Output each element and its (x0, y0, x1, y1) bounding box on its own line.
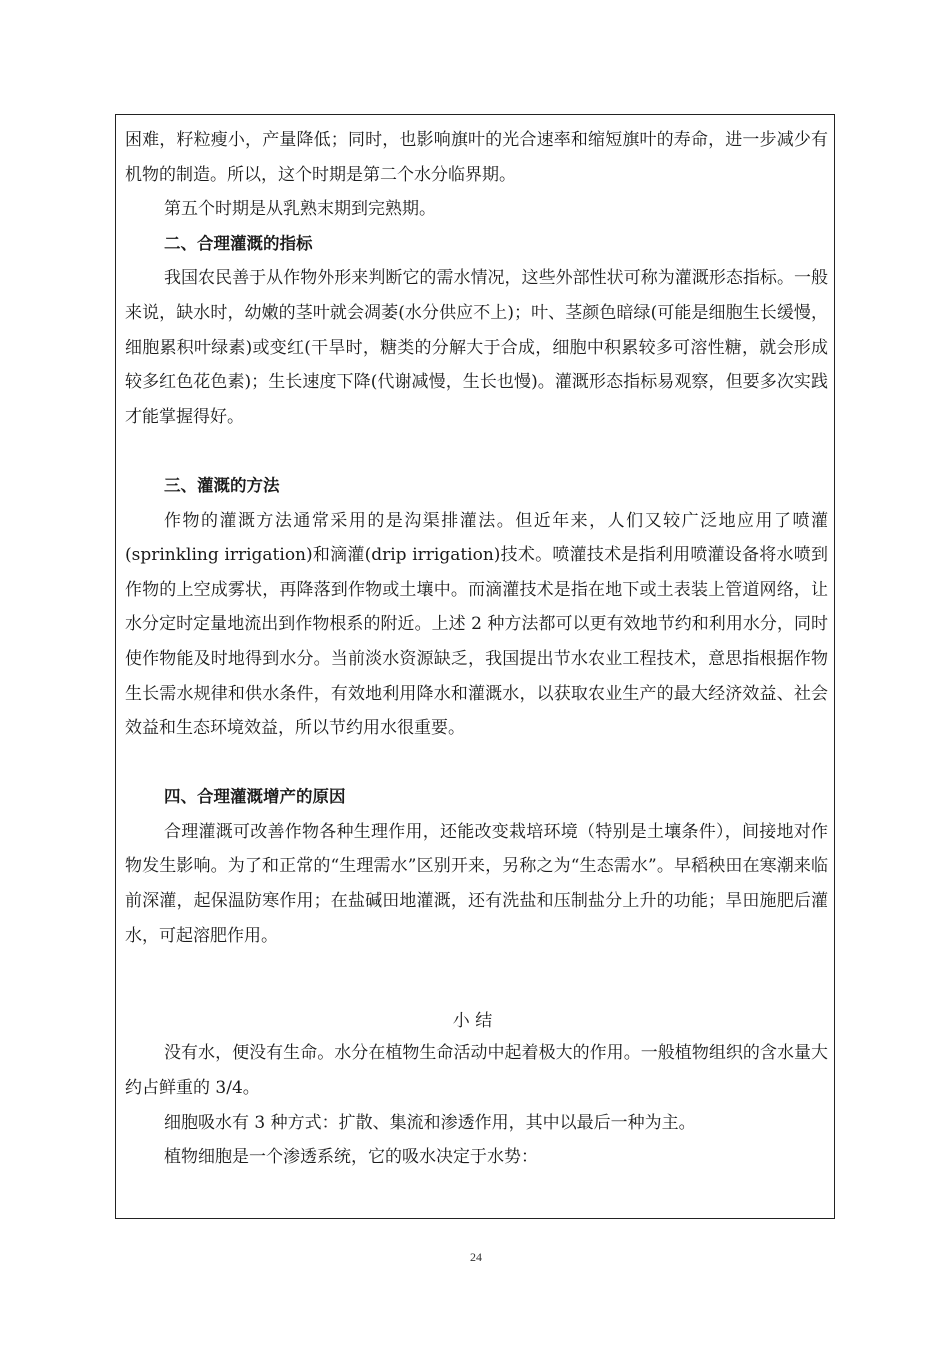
summary-title: 小 结 (452, 1010, 493, 1031)
paragraph-summary-water: 没有水，便没有生命。水分在植物生命活动中起着极大的作用。一般植物组织的含水量大约占鲜重的 3/4。 (125, 1043, 828, 1099)
paragraph-summary-osmotic: 植物细胞是一个渗透系统，它的吸水决定于水势： (164, 1147, 538, 1168)
heading-yield-reasons: 四、合理灌溉增产的原因 (164, 787, 346, 807)
paragraph-yield-reasons: 合理灌溉可改善作物各种生理作用，还能改变栽培环境（特别是土壤条件），间接地对作物发生影响。为了和正常的“生理需水”区别开来，另称之为“生态需水”。早稻秧田在寒潮来临前深灌，起保温防寒作用；在盐碱田地灌溉，还有洗盐和压制盐分上升的功能；旱田施肥后灌水，可起溶肥作用。 (125, 821, 828, 946)
blank-line (125, 434, 828, 469)
frame-content (125, 123, 828, 1175)
paragraph-summary-absorption: 细胞吸水有 3 种方式：扩散、集流和渗透作用，其中以最后一种为主。 (164, 1112, 696, 1133)
text-frame (115, 114, 835, 1219)
paragraph-continuation: 困难，籽粒瘦小，产量降低；同时，也影响旗叶的光合速率和缩短旗叶的寿命，进一步减少有机物的制造。所以，这个时期是第二个水分临界期。 (125, 130, 828, 185)
heading-irrigation-methods: 三、灌溉的方法 (164, 475, 280, 495)
paragraph-irrigation-indicators: 我国农民善于从作物外形来判断它的需水情况，这些外部性状可称为灌溉形态指标。一般来说，缺水时，幼嫩的茎叶就会凋萎(水分供应不上)；叶、茎颜色暗绿(可能是细胞生长缓慢，细胞累积叶绿素)或变红(干旱时，糖类的分解大于合成，细胞中积累较多可溶性糖，就会形成较多红色花色素)；生长速度下降(代谢减慢，生长也慢)。灌溉形态指标易观察，但要多次实践才能掌握得好。 (125, 268, 828, 427)
paragraph-irrigation-methods: 作物的灌溉方法通常采用的是沟渠排灌法。但近年来，人们又较广泛地应用了喷灌(sprinkling irrigation)和滴灌(drip irrigation)技术。喷灌技术是指利用喷灌设备将水喷到作物的上空成雾状，再降落到作物或土壤中。而滴灌技术是指在地下或土表装上管道网络，让水分定时定量地流出到作物根系的附近。上述 2 种方法都可以更有效地节约和利用水分，同时使作物能及时地得到水分。当前淡水资源缺乏，我国提出节水农业工程技术，意思指根据作物生长需水规律和供水条件，有效地利用降水和灌溉水，以获取农业生产的最大经济效益、社会效益和生态环境效益，所以节约用水很重要。 (125, 510, 828, 739)
blank-line (125, 746, 828, 781)
blank-line (125, 953, 828, 988)
heading-irrigation-indicators: 二、合理灌溉的指标 (164, 233, 313, 253)
page-number: 24 (470, 1250, 482, 1264)
paragraph-fifth-period: 第五个时期是从乳熟末期到完熟期。 (164, 199, 436, 220)
